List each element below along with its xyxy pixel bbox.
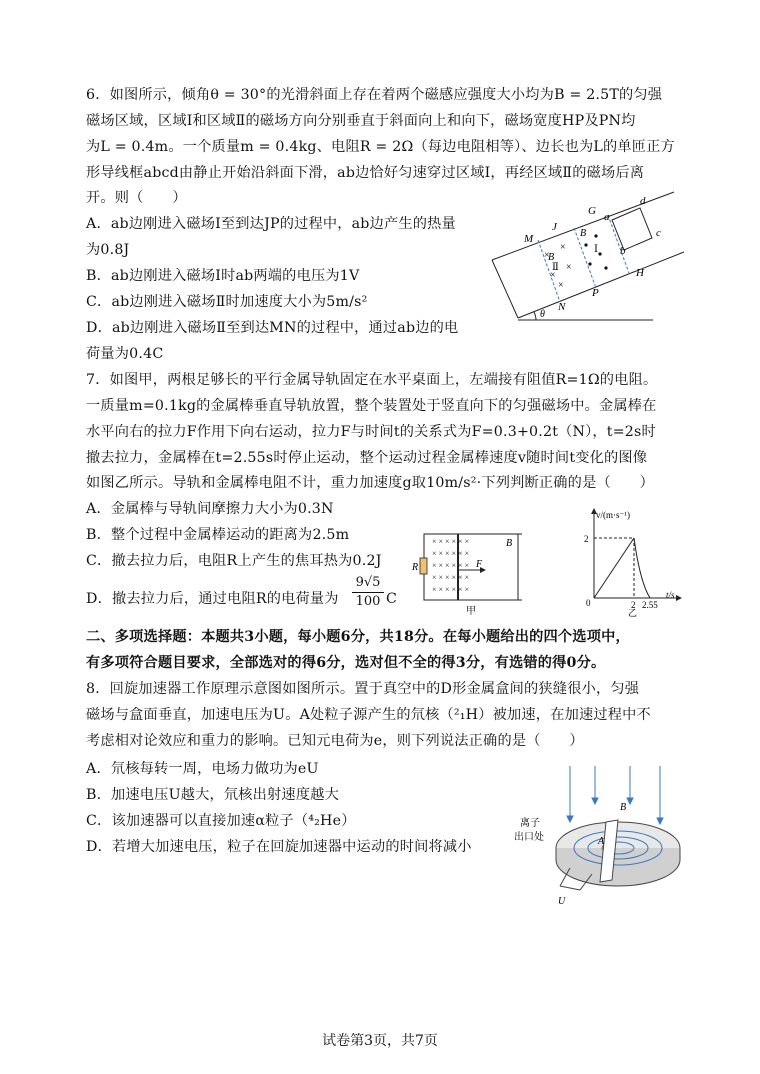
svg-text:×: × bbox=[558, 280, 564, 291]
q6-incline-figure bbox=[488, 190, 688, 325]
q6-stem-line-5: 开。则（ ） bbox=[86, 190, 187, 206]
label-G: G bbox=[588, 205, 596, 217]
svg-text:×: × bbox=[560, 242, 566, 253]
q7-figure-jia bbox=[412, 530, 524, 617]
q8-stem-line-3: 考虑相对论效应和重力的影响。已知元电荷为e，则下列说法正确的是（ ） bbox=[86, 733, 584, 749]
q7-option-d: D．撤去拉力后，通过电阻R的电荷量为 bbox=[86, 591, 339, 607]
cyclotron-label-U: U bbox=[558, 896, 566, 907]
q8-stem-line-2: 磁场与盒面垂直，加速电压为U。A处粒子源产生的氘核（²₁H）被加速，在加速过程中不 bbox=[86, 707, 651, 723]
label-c: c bbox=[656, 227, 661, 239]
label-d: d bbox=[640, 195, 646, 207]
q7-stem-line-4: 撤去拉力，金属棒在t=2.55s时停止运动，整个运动过程金属棒速度v随时间t变化的图像 bbox=[86, 450, 648, 466]
jia-label-R: R bbox=[412, 562, 419, 573]
yi-caption: 乙 bbox=[628, 608, 638, 618]
q6-option-c: C．ab边刚进入磁场Ⅱ时加速度大小为5m/s² bbox=[86, 294, 368, 310]
q8-cyclotron-figure bbox=[500, 762, 700, 912]
cyclotron-label-B: B bbox=[620, 802, 627, 813]
label-M: M bbox=[524, 233, 534, 245]
label-theta: θ bbox=[540, 309, 545, 320]
q6-option-a-cont: 为0.8J bbox=[86, 242, 130, 258]
fraction-unit: C bbox=[386, 591, 397, 607]
yi-origin: 0 bbox=[586, 598, 591, 608]
q7-stem-line-5: 如图乙所示。导轨和金属棒电阻不计，重力加速度g取10m/s²·下列判断正确的是（ ） bbox=[86, 475, 655, 491]
label-P: P bbox=[592, 287, 599, 299]
fraction-denominator: 100 bbox=[355, 594, 381, 609]
yi-xtick-2: 2 bbox=[631, 600, 636, 610]
q6-option-d: D．ab边刚进入磁场Ⅱ至到达MN的过程中，通过ab边的电 bbox=[86, 320, 459, 336]
q6-option-a: A．ab边刚进入磁场Ⅰ至到达JP的过程中，ab边产生的热量 bbox=[86, 216, 456, 232]
cyclotron-exit-label-1: 离子 bbox=[520, 818, 540, 829]
q6-stem-line-1: 6．如图所示，倾角θ = 30°的光滑斜面上存在着两个磁感应强度大小均为B = 2.5T的匀强 bbox=[86, 87, 663, 103]
section2-heading-line-2: 有多项符合题目要求，全部选对的得6分，选对但不全的得3分，有选错的得0分。 bbox=[86, 655, 606, 671]
svg-text:× × × × × ×: × × × × × × bbox=[432, 573, 470, 582]
label-b: b bbox=[620, 245, 626, 257]
svg-text:× × × × × ×: × × × × × × bbox=[432, 585, 470, 594]
svg-text:× × × × × ×: × × × × × × bbox=[432, 561, 470, 570]
q6-option-d-cont: 荷量为0.4C bbox=[86, 346, 164, 362]
q6-stem-line-4: 形导线框abcd由静止开始沿斜面下滑，ab边恰好匀速穿过区域Ⅰ，再经区域Ⅱ的磁场后离 bbox=[86, 165, 645, 181]
section2-heading-line-1: 二、多项选择题：本题共3小题，每小题6分，共18分。在每小题给出的四个选项中， bbox=[86, 629, 630, 645]
q7-stem-line-1: 7．如图甲，两根足够长的平行金属导轨固定在水平桌面上，左端接有阻值R=1Ω的电阻。 bbox=[86, 372, 658, 388]
q8-option-d: D．若增大加速电压，粒子在回旋加速器中运动的时间将减小 bbox=[86, 839, 472, 855]
q8-option-a: A．氘核每转一周，电场力做功为eU bbox=[86, 761, 319, 777]
q7-option-c: C．撤去拉力后，电阻R上产生的焦耳热为0.2J bbox=[86, 553, 382, 569]
q7-stem-line-2: 一质量m=0.1kg的金属棒垂直导轨放置，整个装置处于竖直向下的匀强磁场中。金属棒在 bbox=[86, 398, 657, 414]
svg-text:×: × bbox=[544, 250, 550, 261]
label-region-I: Ⅰ bbox=[594, 244, 598, 255]
q8-option-b: B．加速电压U越大，氘核出射速度越大 bbox=[86, 787, 339, 803]
q7-stem-line-3: 水平向右的拉力F作用下向右运动，拉力F与时间t的关系式为F=0.3+0.2t（N），t=2s时 bbox=[86, 424, 656, 440]
jia-caption: 甲 bbox=[466, 606, 476, 617]
q7-option-a: A．金属棒与导轨间摩擦力大小为0.3N bbox=[86, 501, 334, 517]
svg-text:×: × bbox=[566, 262, 572, 273]
label-region-II: Ⅱ bbox=[552, 262, 559, 273]
q7-option-b: B．整个过程中金属棒运动的距离为2.5m bbox=[86, 527, 350, 543]
cyclotron-exit-label-2: 出口处 bbox=[514, 832, 544, 843]
yi-xlabel: t/s bbox=[666, 590, 675, 600]
label-H: H bbox=[636, 267, 644, 279]
q6-stem-line-2: 磁场区域，区域Ⅰ和区域Ⅱ的磁场方向分别垂直于斜面向上和向下，磁场宽度HP及PN均 bbox=[86, 113, 636, 129]
svg-text:× × × × × ×: × × × × × × bbox=[432, 549, 470, 558]
label-B1: B bbox=[580, 228, 587, 239]
yi-ytick-2: 2 bbox=[584, 534, 589, 544]
q8-option-c: C．该加速器可以直接加速α粒子（⁴₂He） bbox=[86, 813, 356, 829]
label-N: N bbox=[558, 301, 566, 313]
page-footer: 试卷第3页，共7页 bbox=[322, 1033, 438, 1049]
fraction-numerator: 9√5 bbox=[352, 574, 384, 593]
svg-text:× × × × × ×: × × × × × × bbox=[432, 537, 470, 546]
q6-stem-line-3: 为L = 0.4m。一个质量m = 0.4kg、电阻R = 2Ω（每边电阻相等）、边长也为L的单匝正方 bbox=[86, 139, 675, 155]
cyclotron-label-A: A bbox=[598, 836, 605, 847]
yi-xtick-255: 2.55 bbox=[642, 600, 658, 610]
label-J: J bbox=[552, 221, 557, 233]
q7-option-d-fraction bbox=[352, 574, 384, 611]
label-a: a bbox=[604, 211, 610, 223]
svg-text:×: × bbox=[550, 270, 556, 281]
q6-option-b: B．ab边刚进入磁场Ⅰ时ab两端的电压为1V bbox=[86, 268, 360, 284]
q7-figure-yi bbox=[578, 506, 688, 618]
q8-stem-line-1: 8．回旋加速器工作原理示意图如图所示。置于真空中的D形金属盒间的狭缝很小，匀强 bbox=[86, 681, 640, 697]
label-B2: B bbox=[548, 252, 555, 263]
yi-ylabel: v/(m·s⁻¹) bbox=[596, 510, 630, 520]
jia-label-F: F bbox=[476, 559, 483, 570]
jia-label-B: B bbox=[506, 538, 513, 549]
